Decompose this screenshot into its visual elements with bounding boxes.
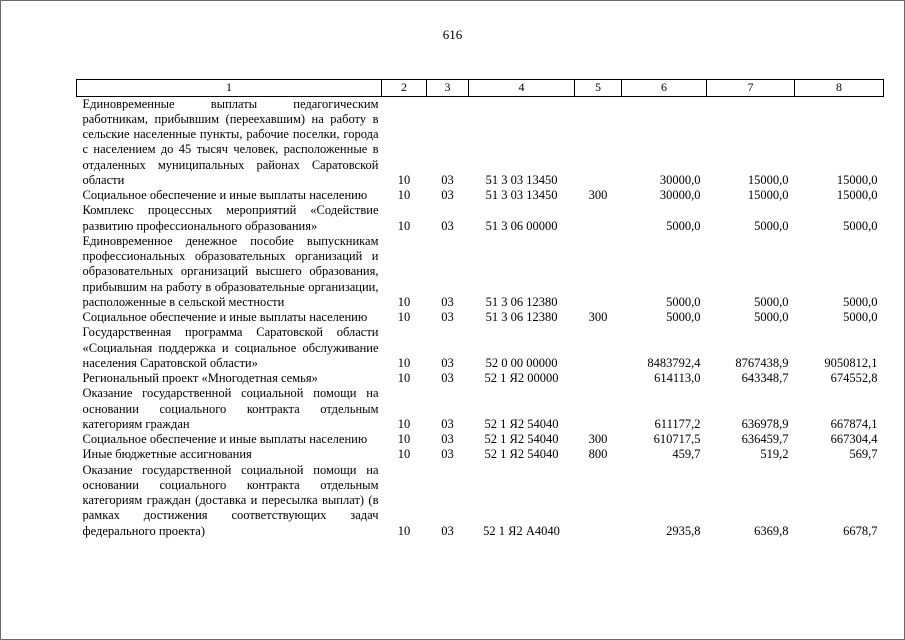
amount-year1-cell: 459,7 <box>672 447 701 462</box>
table-row <box>77 432 884 447</box>
column-header: 3 <box>427 80 469 97</box>
amount-year2-cell: 643348,7 <box>741 371 789 386</box>
table-row <box>77 203 884 234</box>
column-header: 6 <box>622 80 707 97</box>
amount-year3-cell: 667874,1 <box>830 416 878 431</box>
rz-cell: 10 <box>397 310 411 325</box>
csr-cell: 51 3 03 13450 <box>485 188 558 203</box>
column-header: 2 <box>382 80 427 97</box>
page-number: 616 <box>442 27 463 42</box>
amount-year3-cell: 15000,0 <box>836 172 878 187</box>
column-header: 8 <box>795 80 884 97</box>
csr-cell: 52 0 00 00000 <box>485 355 558 370</box>
amount-year2-cell: 636978,9 <box>741 416 789 431</box>
row-title-cell: Единовременное денежное пособие выпускникам профессиональных образовательных организаций и образовательных организаций высшего образования, прибывшим на работу в образовательные организации, расположенные в сельской местности <box>82 233 379 309</box>
row-title-cell: Единовременные выплаты педагогическим работникам, прибывшим (переехавшим) на работу в сельские населенные пункты, рабочие поселки, города с населением до 45 тысяч человек, расположенные в отдаленных муниципальных районах Саратовской области <box>82 96 379 187</box>
table-row <box>77 325 884 371</box>
amount-year1-cell: 8483792,4 <box>647 355 701 370</box>
amount-year3-cell: 9050812,1 <box>824 355 878 370</box>
amount-year2-cell: 15000,0 <box>747 188 789 203</box>
csr-cell: 51 3 06 12380 <box>485 310 558 325</box>
table-row <box>77 386 884 432</box>
vr-cell: 300 <box>588 432 608 447</box>
vr-cell: 800 <box>588 447 608 462</box>
amount-year1-cell: 5000,0 <box>666 310 701 325</box>
csr-cell: 52 1 Я2 54040 <box>484 416 559 431</box>
row-title-cell: Социальное обеспечение и иные выплаты населению <box>82 432 368 447</box>
amount-year2-cell: 6369,8 <box>754 523 789 538</box>
pr-cell: 03 <box>441 447 454 462</box>
table-row <box>77 463 884 539</box>
rz-cell: 10 <box>397 523 411 538</box>
csr-cell: 51 3 06 12380 <box>485 294 558 309</box>
vr-cell <box>575 463 622 539</box>
row-title-cell: Социальное обеспечение и иные выплаты населению <box>82 188 368 203</box>
amount-year3-cell: 5000,0 <box>843 218 878 233</box>
rz-cell: 10 <box>397 294 411 309</box>
vr-cell <box>575 96 622 188</box>
amount-year1-cell: 611177,2 <box>654 416 701 431</box>
pr-cell: 03 <box>441 432 454 447</box>
pr-cell: 03 <box>441 294 454 309</box>
column-header: 1 <box>77 80 382 97</box>
rz-cell: 10 <box>397 172 411 187</box>
amount-year2-cell: 5000,0 <box>754 310 789 325</box>
amount-year3-cell: 5000,0 <box>843 294 878 309</box>
vr-cell: 300 <box>588 310 608 325</box>
amount-year3-cell: 674552,8 <box>830 371 878 386</box>
vr-cell <box>575 325 622 371</box>
csr-cell: 51 3 03 13450 <box>485 172 558 187</box>
amount-year2-cell: 8767438,9 <box>735 355 789 370</box>
amount-year3-cell: 15000,0 <box>836 188 878 203</box>
table-row <box>77 447 884 462</box>
row-title-cell: Оказание государственной социальной помощи на основании социального контракта отдельным категориям граждан <box>82 386 379 431</box>
table-row <box>77 188 884 203</box>
pr-cell: 03 <box>441 523 454 538</box>
table-body <box>77 96 884 539</box>
vr-cell <box>575 386 622 432</box>
rz-cell: 10 <box>397 447 411 462</box>
amount-year3-cell: 6678,7 <box>843 523 878 538</box>
table-row <box>77 371 884 386</box>
csr-cell: 52 1 Я2 54040 <box>484 447 559 462</box>
amount-year1-cell: 2935,8 <box>666 523 701 538</box>
row-title-cell: Иные бюджетные ассигнования <box>82 447 252 462</box>
vr-cell <box>575 203 622 234</box>
vr-cell <box>575 234 622 310</box>
table-row <box>77 310 884 325</box>
rz-cell: 10 <box>397 416 411 431</box>
table-row <box>77 234 884 310</box>
amount-year2-cell: 519,2 <box>760 447 789 462</box>
amount-year2-cell: 15000,0 <box>747 172 789 187</box>
table-header <box>77 80 884 97</box>
amount-year3-cell: 569,7 <box>849 447 878 462</box>
row-title-cell: Государственная программа Саратовской области «Социальная поддержка и социальное обслуживание населения Саратовской области» <box>82 325 379 370</box>
amount-year2-cell: 5000,0 <box>754 294 789 309</box>
row-title-cell: Оказание государственной социальной помощи на основании социального контракта отдельным категориям граждан (доставка и пересылка выплат) (в рамках достижения соответствующих задач федерального проекта) <box>82 462 379 538</box>
csr-cell: 52 1 Я2 А4040 <box>483 523 560 538</box>
rz-cell: 10 <box>397 355 411 370</box>
amount-year3-cell: 667304,4 <box>830 432 878 447</box>
amount-year2-cell: 5000,0 <box>754 218 789 233</box>
row-title-cell: Региональный проект «Многодетная семья» <box>82 371 318 386</box>
pr-cell: 03 <box>441 355 454 370</box>
csr-cell: 52 1 Я2 00000 <box>484 371 559 386</box>
amount-year1-cell: 610717,5 <box>653 432 701 447</box>
pr-cell: 03 <box>441 188 454 203</box>
amount-year1-cell: 30000,0 <box>659 172 701 187</box>
pr-cell: 03 <box>441 172 454 187</box>
rz-cell: 10 <box>397 432 411 447</box>
amount-year3-cell: 5000,0 <box>843 310 878 325</box>
rz-cell: 10 <box>397 188 411 203</box>
amount-year1-cell: 5000,0 <box>666 294 701 309</box>
pr-cell: 03 <box>441 310 454 325</box>
table-header-row <box>77 80 884 97</box>
csr-cell: 51 3 06 00000 <box>485 218 558 233</box>
vr-cell <box>575 371 622 386</box>
column-header: 4 <box>469 80 575 97</box>
pr-cell: 03 <box>441 416 454 431</box>
amount-year1-cell: 30000,0 <box>659 188 701 203</box>
csr-cell: 52 1 Я2 54040 <box>484 432 559 447</box>
amount-year1-cell: 5000,0 <box>666 218 701 233</box>
rz-cell: 10 <box>397 371 411 386</box>
vr-cell: 300 <box>588 188 608 203</box>
pr-cell: 03 <box>441 371 454 386</box>
rz-cell: 10 <box>397 218 411 233</box>
pr-cell: 03 <box>441 218 454 233</box>
amount-year1-cell: 614113,0 <box>654 371 701 386</box>
column-header: 7 <box>707 80 795 97</box>
budget-table <box>76 79 884 539</box>
row-title-cell: Социальное обеспечение и иные выплаты населению <box>82 310 368 325</box>
column-header: 5 <box>575 80 622 97</box>
table-row <box>77 96 884 188</box>
amount-year2-cell: 636459,7 <box>741 432 789 447</box>
row-title-cell: Комплекс процессных мероприятий «Содействие развитию профессионального образования» <box>82 203 379 233</box>
